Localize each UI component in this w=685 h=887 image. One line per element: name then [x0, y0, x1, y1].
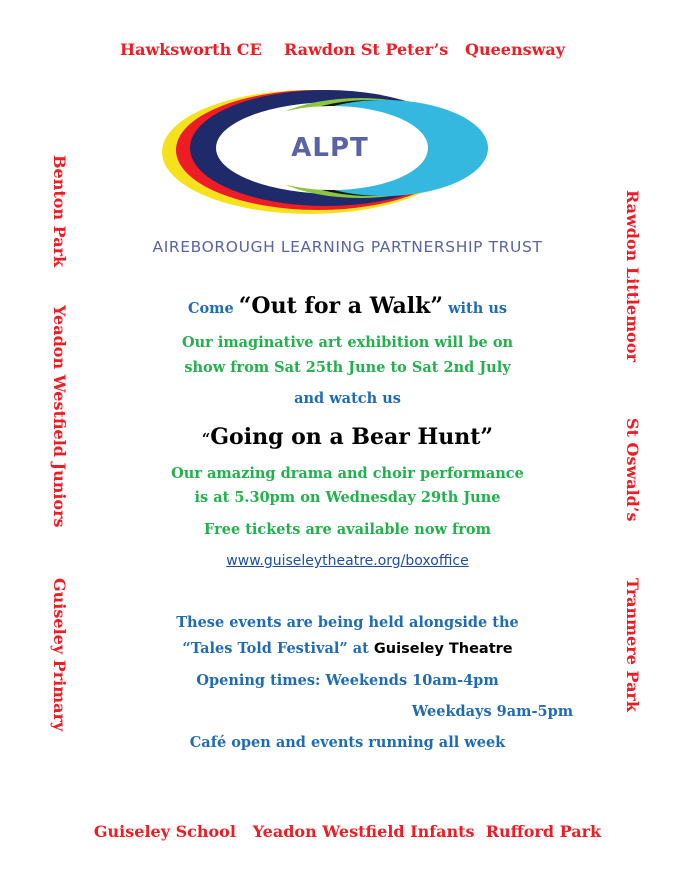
box-office-link[interactable]: www.guiseleytheatre.org/boxoffice	[226, 553, 469, 569]
right-school-st-oswalds: St Oswald’s	[623, 418, 642, 522]
opening-weekends: Opening times: Weekends 10am-4pm	[196, 672, 499, 689]
left-school-yeadon-westfield-juniors: Yeadon Westfield Juniors	[50, 305, 69, 528]
walk-title: “Out for a Walk”	[238, 293, 444, 319]
venue-name: Guiseley Theatre	[373, 641, 513, 657]
exhibition-line-1: Our imaginative art exhibition will be on	[181, 334, 514, 351]
events-line-1: These events are being held alongside the	[176, 614, 519, 631]
walk-post: with us	[443, 300, 508, 317]
tickets-line: Free tickets are available now from	[204, 521, 491, 538]
performance-line-1: Our amazing drama and choir performance	[171, 465, 524, 482]
trust-name: AIREBOROUGH LEARNING PARTNERSHIP TRUST	[152, 238, 543, 256]
right-school-rawdon-littlemoor: Rawdon Littlemoor	[623, 190, 642, 362]
opening-weekdays: Weekdays 9am-5pm	[411, 703, 574, 720]
left-school-benton-park: Benton Park	[50, 155, 69, 268]
logo-text: ALPT	[291, 133, 369, 163]
top-schools: Hawksworth CE Rawdon St Peter’s Queensway	[119, 40, 566, 59]
watch-us: and watch us	[294, 390, 401, 407]
bottom-schools: Guiseley School Yeadon Westfield Infants Rufford Park	[93, 822, 602, 841]
bear-hunt-heading	[0, 424, 685, 450]
walk-pre: Come	[187, 300, 239, 317]
performance-line-2: is at 5.30pm on Wednesday 29th June	[194, 489, 501, 506]
left-school-guiseley-primary: Guiseley Primary	[50, 578, 69, 732]
bear-hunt-open-quote: “	[201, 431, 211, 448]
alpt-logo	[160, 80, 500, 230]
walk-heading	[0, 293, 685, 319]
cafe-line: Café open and events running all week	[189, 734, 506, 751]
exhibition-line-2: show from Sat 25th June to Sat 2nd July	[184, 359, 511, 376]
right-school-tranmere-park: Tranmere Park	[623, 578, 642, 712]
festival-name: “Tales Told Festival” at	[182, 640, 374, 657]
events-line-2	[0, 640, 685, 657]
bear-hunt-title: Going on a Bear Hunt”	[210, 424, 494, 450]
